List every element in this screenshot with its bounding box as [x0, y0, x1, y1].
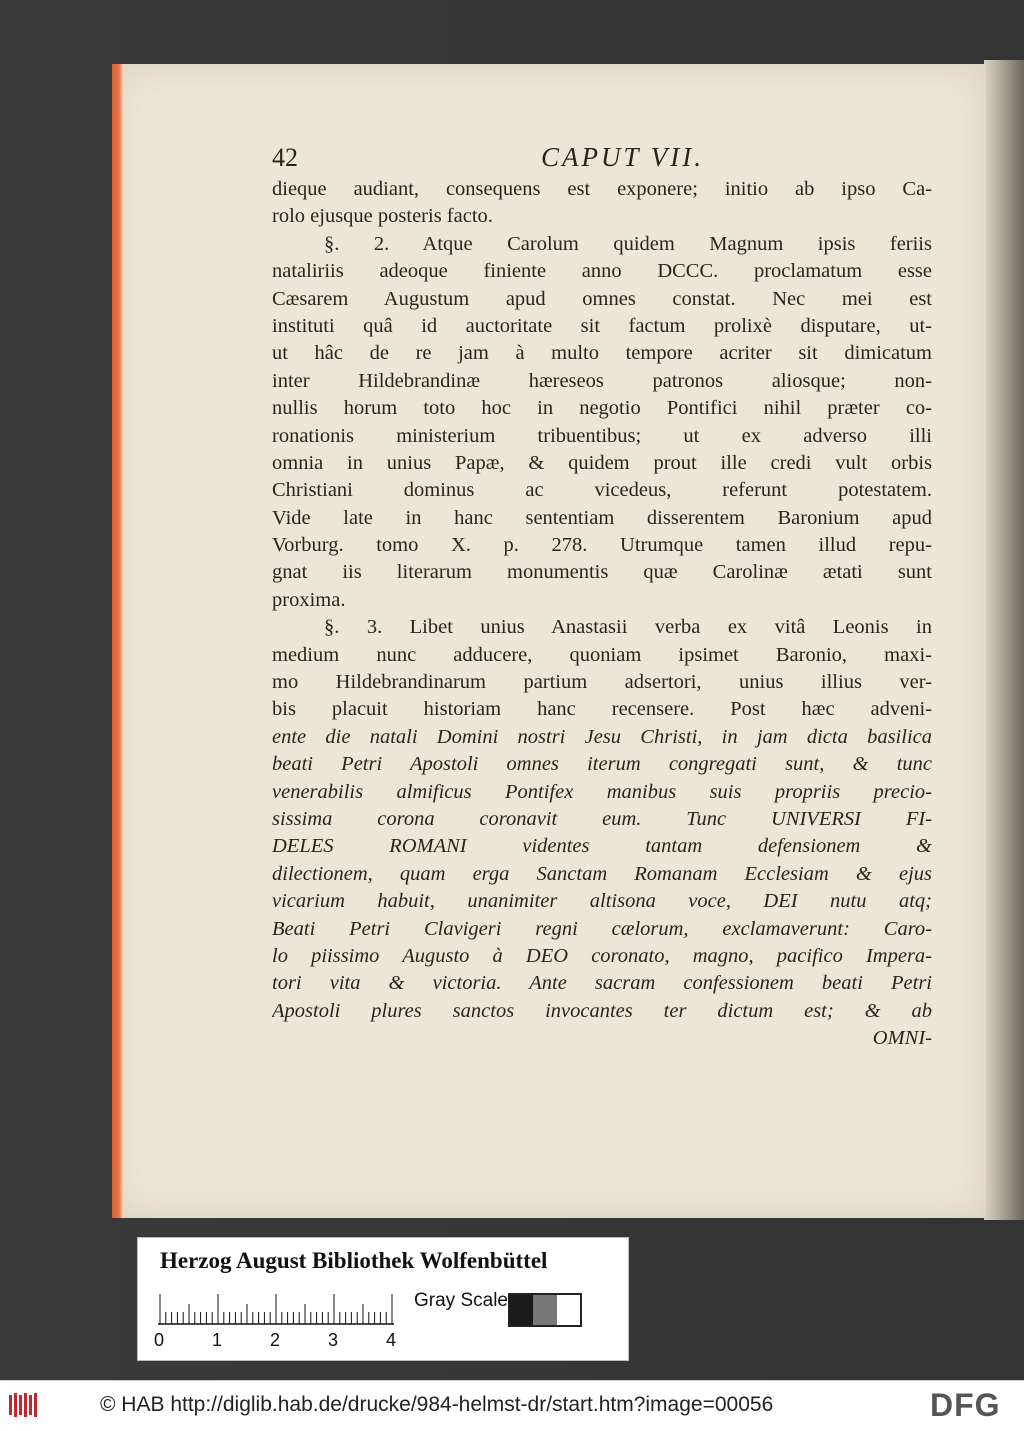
- text-line: lo piissimo Augusto à DEO coronato, magno, pacifico Impera-: [272, 944, 932, 967]
- next-page-edge: [984, 60, 1024, 1220]
- text-line: mo Hildebrandinarum partium adsertori, unius illius ver-: [272, 671, 932, 694]
- ruler-number: 2: [270, 1330, 281, 1350]
- text-line: ronationis ministerium tribuentibus; ut ex adverso illi: [272, 424, 932, 447]
- text-line: instituti quâ id auctoritate sit factum prolixè disputare, ut-: [272, 314, 932, 337]
- catchword: OMNI-: [872, 1027, 932, 1050]
- page-text-block: [272, 142, 932, 1053]
- text-line: dilectionem, quam erga Sanctam Romanam Ecclesiam & ejus: [272, 862, 932, 885]
- ruler-number: 0: [154, 1330, 165, 1350]
- library-name: Herzog August Bibliothek Wolfenbüttel: [160, 1248, 548, 1273]
- text-line: inter Hildebrandinæ hæreseos patronos aliosque; non-: [272, 369, 932, 392]
- text-line: dieque audiant, consequens est exponere; initio ab ipso Ca-: [272, 178, 932, 200]
- text-line: gnat iis literarum monumentis quæ Carolinæ ætati sunt: [272, 561, 932, 584]
- text-line: venerabilis almificus Pontifex manibus suis propriis precio-: [272, 780, 932, 803]
- text-line: Cæsarem Augustum apud omnes constat. Nec mei est: [272, 287, 932, 310]
- text-line: tori vita & victoria. Ante sacram confessionem beati Petri: [272, 972, 932, 995]
- ruler-number: 1: [212, 1330, 223, 1350]
- text-line: vicarium habuit, unanimiter altisona voce, DEI nutu atq;: [272, 890, 932, 913]
- text-line: ente die natali Domini nostri Jesu Christi, in jam dicta basilica: [272, 725, 932, 748]
- footer-bar: [0, 1380, 1024, 1431]
- gray-scale-label: Gray Scale: [414, 1290, 508, 1311]
- text-line: medium nunc adducere, quoniam ipsimet Baronio, maxi-: [272, 643, 932, 666]
- text-line: §. 3. Libet unius Anastasii verba ex vitâ Leonis in: [324, 616, 932, 639]
- text-line: Christiani dominus ac vicedeus, referunt potestatem.: [272, 479, 932, 502]
- gray-scale-swatch: [508, 1293, 582, 1327]
- hab-logo-icon: [8, 1391, 40, 1419]
- page-red-edge: [112, 64, 124, 1218]
- ruler-scale: [158, 1292, 394, 1326]
- text-line: Apostoli plures sanctos invocantes ter dictum est; & ab: [272, 999, 932, 1022]
- running-head: CAPUT VII.: [541, 142, 704, 172]
- text-line: proxima.: [272, 588, 346, 611]
- page-header: [272, 142, 932, 176]
- text-line: bis placuit historiam hanc recensere. Post hæc adveni-: [272, 698, 932, 721]
- ruler-number: 4: [386, 1330, 397, 1350]
- library-label-card: [137, 1237, 629, 1361]
- text-line: nullis horum toto hoc in negotio Pontifici nihil præter co-: [272, 397, 932, 420]
- text-line: Beati Petri Clavigeri regni cælorum, exclamaverunt: Caro-: [272, 917, 932, 940]
- ruler-number: 3: [328, 1330, 339, 1350]
- ruler-numbers: [154, 1330, 404, 1354]
- page-number: 42: [272, 143, 298, 172]
- text-line: omnia in unius Papæ, & quidem prout ille credi vult orbis: [272, 451, 932, 474]
- text-line: rolo ejusque posteris facto.: [272, 205, 493, 228]
- dfg-logo: DFG: [930, 1387, 1001, 1423]
- text-line: ut hâc de re jam à multo tempore acriter sit dimicatum: [272, 342, 932, 365]
- text-line: sissima corona coronavit eum. Tunc UNIVERSI FI-: [272, 807, 932, 830]
- text-line: nataliriis adeoque finiente anno DCCC. proclamatum esse: [272, 260, 932, 283]
- text-line: DELES ROMANI videntes tantam defensionem &: [272, 835, 932, 858]
- footer-copyright-url[interactable]: © HAB http://diglib.hab.de/drucke/984-helmst-dr/start.htm?image=00056: [100, 1393, 774, 1416]
- text-line: beati Petri Apostoli omnes iterum congregati sunt, & tunc: [272, 753, 932, 776]
- text-line: Vide late in hanc sententiam disserentem Baronium apud: [272, 506, 932, 529]
- text-line: Vorburg. tomo X. p. 278. Utrumque tamen illud repu-: [272, 534, 932, 557]
- text-line: §. 2. Atque Carolum quidem Magnum ipsis feriis: [324, 232, 932, 255]
